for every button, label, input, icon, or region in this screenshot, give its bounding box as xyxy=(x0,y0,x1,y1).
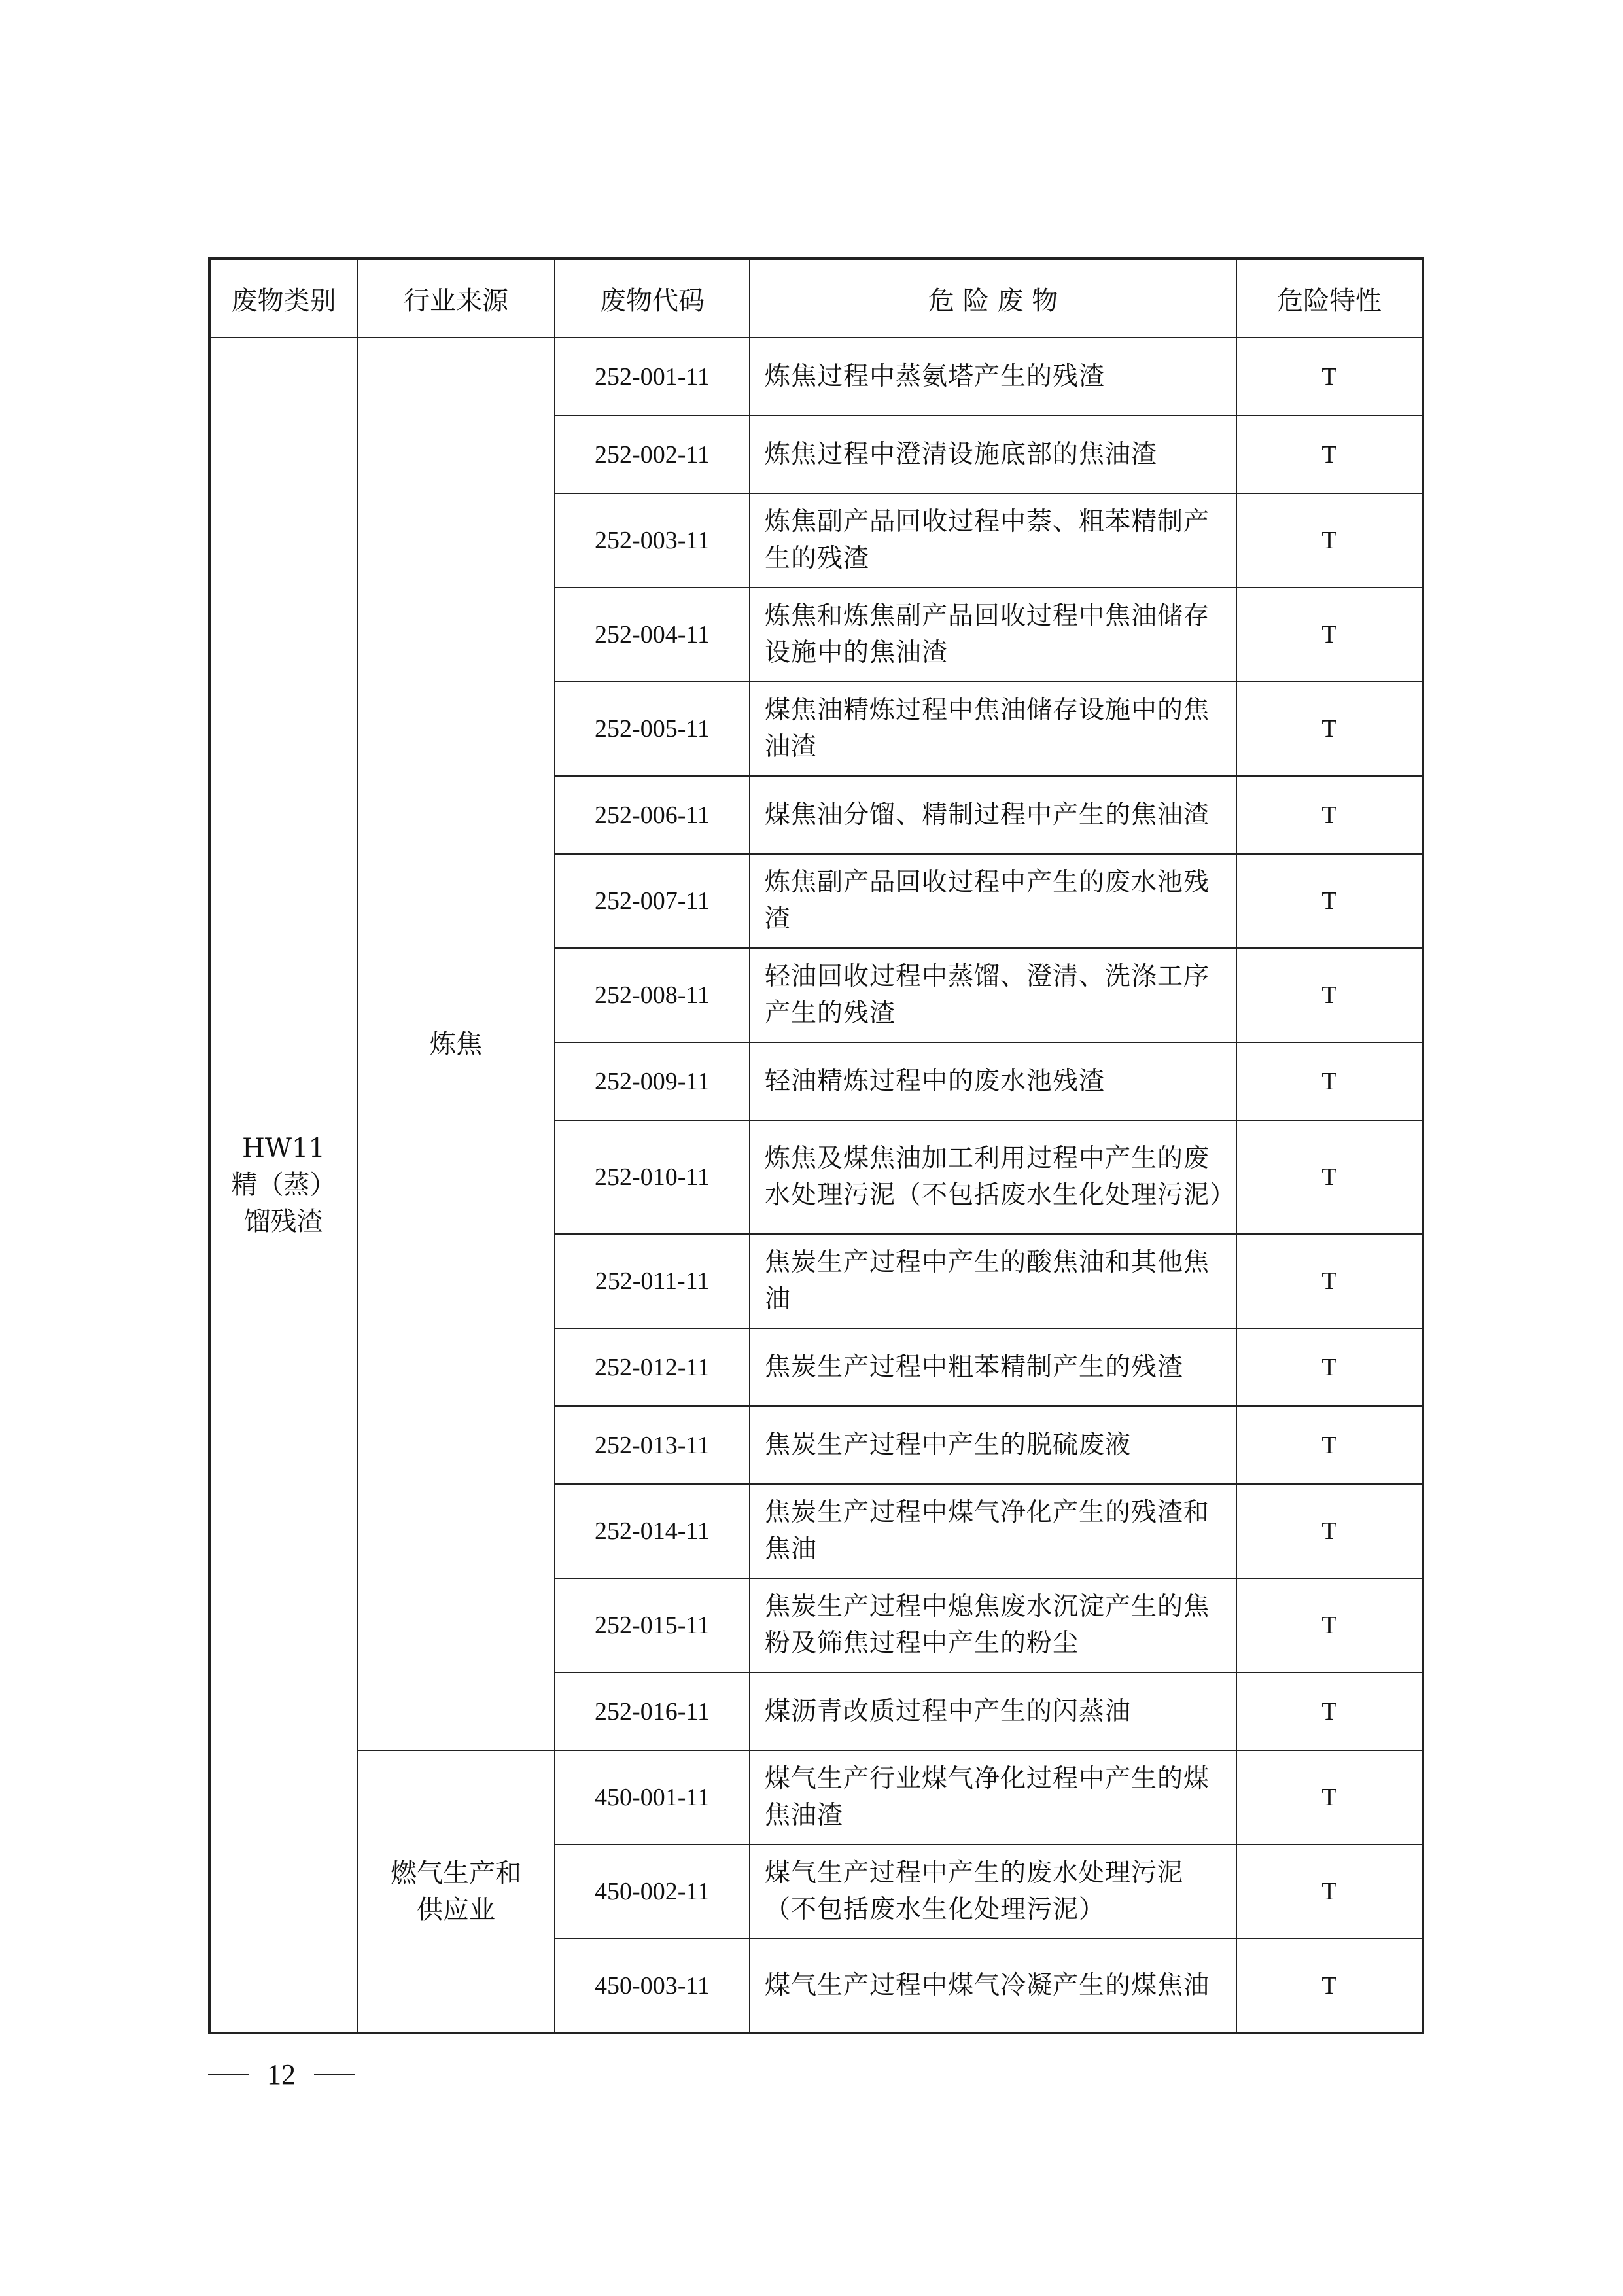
header-code: 废物代码 xyxy=(555,258,750,338)
code-cell: 252-013-11 xyxy=(555,1406,750,1484)
header-waste: 危 险 废 物 xyxy=(750,258,1236,338)
waste-cell: 焦炭生产过程中产生的脱硫废液 xyxy=(750,1406,1236,1484)
characteristic-cell: T xyxy=(1236,1578,1423,1672)
code-cell: 450-003-11 xyxy=(555,1939,750,2033)
characteristic-cell: T xyxy=(1236,776,1423,854)
source-name-line2: 供应业 xyxy=(417,1894,495,1925)
header-category: 废物类别 xyxy=(209,258,357,338)
characteristic-cell: T xyxy=(1236,1845,1423,1939)
characteristic-cell: T xyxy=(1236,1328,1423,1406)
header-source: 行业来源 xyxy=(357,258,555,338)
characteristic-cell: T xyxy=(1236,338,1423,415)
code-cell: 252-011-11 xyxy=(555,1234,750,1328)
code-cell: 252-004-11 xyxy=(555,588,750,682)
code-cell: 252-001-11 xyxy=(555,338,750,415)
source-cell-coking xyxy=(357,338,555,1750)
code-cell: 252-007-11 xyxy=(555,854,750,948)
waste-cell: 煤气生产行业煤气净化过程中产生的煤焦油渣 xyxy=(750,1750,1236,1845)
code-cell: 252-002-11 xyxy=(555,415,750,493)
source-name-line1: 燃气生产和 xyxy=(391,1858,521,1888)
characteristic-cell: T xyxy=(1236,493,1423,588)
category-name-line1: 精（蒸） xyxy=(231,1170,336,1200)
waste-cell: 煤气生产过程中产生的废水处理污泥（不包括废水生化处理污泥） xyxy=(750,1845,1236,1939)
characteristic-cell: T xyxy=(1236,948,1423,1042)
characteristic-cell: T xyxy=(1236,1120,1423,1234)
table-header-row xyxy=(209,258,1423,338)
waste-cell: 轻油回收过程中蒸馏、澄清、洗涤工序产生的残渣 xyxy=(750,948,1236,1042)
code-cell: 450-001-11 xyxy=(555,1750,750,1845)
header-characteristic: 危险特性 xyxy=(1236,258,1423,338)
characteristic-cell: T xyxy=(1236,854,1423,948)
waste-cell: 煤焦油分馏、精制过程中产生的焦油渣 xyxy=(750,776,1236,854)
code-cell: 252-006-11 xyxy=(555,776,750,854)
code-cell: 252-003-11 xyxy=(555,493,750,588)
waste-cell: 炼焦及煤焦油加工利用过程中产生的废水处理污泥（不包括废水生化处理污泥） xyxy=(750,1120,1236,1234)
characteristic-cell: T xyxy=(1236,1750,1423,1845)
characteristic-cell: T xyxy=(1236,1672,1423,1750)
waste-cell: 炼焦副产品回收过程中萘、粗苯精制产生的残渣 xyxy=(750,493,1236,588)
category-code: HW11 xyxy=(242,1133,325,1163)
code-cell: 252-016-11 xyxy=(555,1672,750,1750)
table-row xyxy=(209,338,1423,415)
hazardous-waste-table xyxy=(208,257,1424,2034)
waste-cell: 焦炭生产过程中粗苯精制产生的残渣 xyxy=(750,1328,1236,1406)
page-footer xyxy=(208,2055,470,2094)
waste-cell: 炼焦过程中蒸氨塔产生的残渣 xyxy=(750,338,1236,415)
characteristic-cell: T xyxy=(1236,1042,1423,1120)
source-name: 炼焦 xyxy=(430,1029,482,1059)
page-number: 12 xyxy=(267,2058,296,2091)
waste-cell: 轻油精炼过程中的废水池残渣 xyxy=(750,1042,1236,1120)
waste-cell: 煤焦油精炼过程中焦油储存设施中的焦油渣 xyxy=(750,682,1236,776)
code-cell: 252-012-11 xyxy=(555,1328,750,1406)
code-cell: 252-015-11 xyxy=(555,1578,750,1672)
category-name-line2: 馏残渣 xyxy=(244,1207,323,1237)
waste-cell: 焦炭生产过程中熄焦废水沉淀产生的焦粉及筛焦过程中产生的粉尘 xyxy=(750,1578,1236,1672)
characteristic-cell: T xyxy=(1236,588,1423,682)
waste-cell: 焦炭生产过程中产生的酸焦油和其他焦油 xyxy=(750,1234,1236,1328)
code-cell: 252-010-11 xyxy=(555,1120,750,1234)
characteristic-cell: T xyxy=(1236,1234,1423,1328)
waste-cell: 焦炭生产过程中煤气净化产生的残渣和焦油 xyxy=(750,1484,1236,1578)
footer-dash-right xyxy=(314,2074,355,2075)
code-cell: 252-009-11 xyxy=(555,1042,750,1120)
category-cell xyxy=(209,338,357,2033)
footer-dash-left xyxy=(208,2074,249,2075)
characteristic-cell: T xyxy=(1236,1939,1423,2033)
source-cell-gas-supply xyxy=(357,1750,555,2033)
characteristic-cell: T xyxy=(1236,1484,1423,1578)
waste-cell: 煤气生产过程中煤气冷凝产生的煤焦油 xyxy=(750,1939,1236,2033)
waste-cell: 煤沥青改质过程中产生的闪蒸油 xyxy=(750,1672,1236,1750)
waste-cell: 炼焦过程中澄清设施底部的焦油渣 xyxy=(750,415,1236,493)
code-cell: 450-002-11 xyxy=(555,1845,750,1939)
characteristic-cell: T xyxy=(1236,415,1423,493)
characteristic-cell: T xyxy=(1236,682,1423,776)
characteristic-cell: T xyxy=(1236,1406,1423,1484)
table-row xyxy=(209,1750,1423,1845)
code-cell: 252-005-11 xyxy=(555,682,750,776)
code-cell: 252-014-11 xyxy=(555,1484,750,1578)
code-cell: 252-008-11 xyxy=(555,948,750,1042)
waste-cell: 炼焦和炼焦副产品回收过程中焦油储存设施中的焦油渣 xyxy=(750,588,1236,682)
waste-cell: 炼焦副产品回收过程中产生的废水池残渣 xyxy=(750,854,1236,948)
